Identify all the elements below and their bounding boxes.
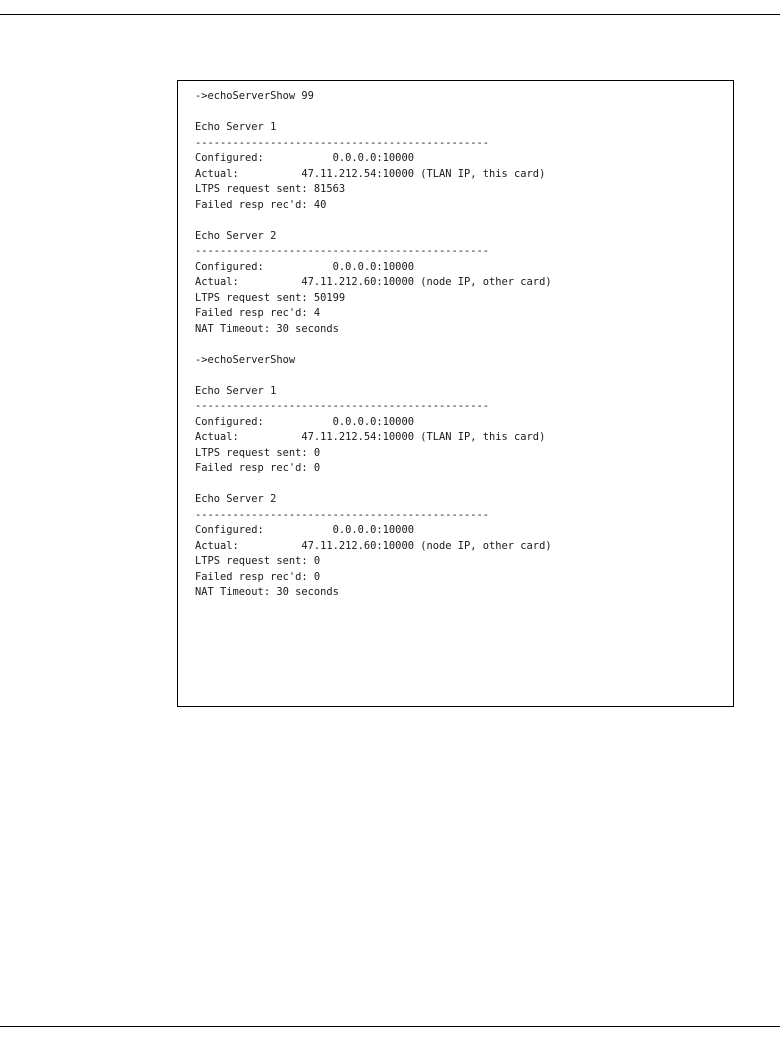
output-line: Actual: 47.11.212.60:10000 (node IP, other card) bbox=[195, 276, 552, 288]
output-line: Configured: 0.0.0.0:10000 bbox=[195, 524, 414, 536]
output-line: Actual: 47.11.212.60:10000 (node IP, other card) bbox=[195, 539, 552, 552]
output-line bbox=[195, 105, 552, 121]
output-line: Failed resp rec'd: 0 bbox=[195, 462, 321, 474]
output-line: Configured: 0.0.0.0:10000 bbox=[195, 152, 414, 164]
output-line bbox=[195, 337, 552, 353]
command-output-text bbox=[195, 89, 552, 601]
output-line: NAT Timeout: 30 seconds bbox=[195, 322, 339, 335]
output-line: Echo Server 2 bbox=[195, 229, 277, 242]
output-line: Failed resp rec'd: 40 bbox=[195, 198, 327, 211]
output-line: LTPS request sent: 0 bbox=[195, 555, 321, 567]
output-line: ----------------------------------------------- bbox=[195, 508, 490, 521]
output-line bbox=[195, 368, 552, 384]
output-line: NAT Timeout: 30 seconds bbox=[195, 586, 339, 598]
page-top-rule bbox=[0, 14, 780, 15]
output-line: ----------------------------------------------- bbox=[195, 400, 490, 412]
command-output-box bbox=[177, 80, 734, 707]
output-line: Actual: 47.11.212.54:10000 (TLAN IP, this card) bbox=[195, 431, 546, 443]
output-line: Echo Server 1 bbox=[195, 121, 277, 133]
output-line: ----------------------------------------------- bbox=[195, 245, 490, 257]
output-line: ->echoServerShow bbox=[195, 353, 296, 366]
output-line: Configured: 0.0.0.0:10000 bbox=[195, 415, 414, 428]
output-line: Actual: 47.11.212.54:10000 (TLAN IP, this card) bbox=[195, 167, 546, 180]
output-line: LTPS request sent: 50199 bbox=[195, 291, 346, 304]
output-line: Echo Server 1 bbox=[195, 384, 277, 397]
output-line: LTPS request sent: 0 bbox=[195, 446, 321, 459]
output-line: Failed resp rec'd: 4 bbox=[195, 307, 321, 319]
output-line bbox=[195, 477, 552, 493]
output-line: LTPS request sent: 81563 bbox=[195, 183, 346, 195]
page-bottom-rule bbox=[0, 1026, 780, 1027]
output-line: Echo Server 2 bbox=[195, 493, 277, 505]
output-line: Configured: 0.0.0.0:10000 bbox=[195, 260, 414, 273]
output-line: ->echoServerShow 99 bbox=[195, 90, 314, 102]
output-line: Failed resp rec'd: 0 bbox=[195, 570, 321, 583]
output-line: ----------------------------------------------- bbox=[195, 136, 490, 149]
output-line bbox=[195, 213, 552, 229]
